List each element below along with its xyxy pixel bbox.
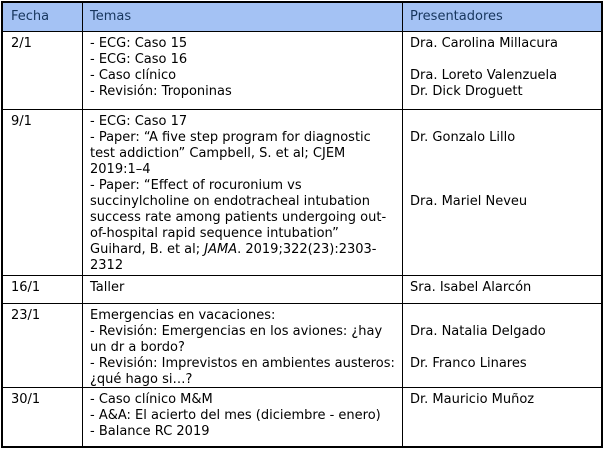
topic-item: Emergencias en vacaciones: <box>90 308 276 323</box>
topic-item: - ECG: Caso 17 <box>90 114 188 129</box>
date-cell: 9/1 <box>11 114 32 129</box>
topic-text: - Paper: “Effect of rocuronium vs succinylcholine on endotracheal intubation success rate among patients undergoing out-of-hospital rapid sequence intubation” Guihard, B. et al; <box>90 178 387 257</box>
topic-item: - A&A: El acierto del mes (diciembre - enero) <box>90 408 381 423</box>
presenter-spacer <box>410 114 595 130</box>
header-row <box>3 3 601 31</box>
header-cell-fecha: Fecha <box>11 9 50 24</box>
presenter-spacer <box>410 340 595 356</box>
date-cell: 23/1 <box>11 308 41 323</box>
presenter-name: Dra. Natalia Delgado <box>410 324 546 339</box>
presenter-name: Dr. Mauricio Muñoz <box>410 392 535 407</box>
topic-item: - Caso clínico M&M <box>90 392 213 407</box>
presenter-name: Dra. Loreto Valenzuela <box>410 68 558 83</box>
table-row <box>3 109 601 275</box>
topic-item: - Revisión: Troponinas <box>90 84 232 99</box>
topic-item: - Caso clínico <box>90 68 177 83</box>
topics-cell <box>82 388 402 446</box>
topic-item: - ECG: Caso 15 <box>90 36 188 51</box>
topic-item: - Revisión: Emergencias en los aviones: ¿hay un dr a bordo? <box>90 324 383 355</box>
topics-cell <box>82 304 402 387</box>
presenter-spacer <box>410 308 595 324</box>
presenter-name: Sra. Isabel Alarcón <box>410 280 532 295</box>
topics-cell <box>82 276 402 303</box>
presenters-cell <box>402 276 601 303</box>
topics-cell <box>82 110 402 275</box>
schedule-table <box>1 1 603 448</box>
presenters-cell <box>402 32 601 109</box>
presenters-cell <box>402 110 601 275</box>
header-cell-presentadores: Presentadores <box>402 3 601 31</box>
topics-cell <box>82 32 402 109</box>
presenter-spacer <box>410 178 595 194</box>
table-row <box>3 31 601 109</box>
topic-item: - ECG: Caso 16 <box>90 52 188 67</box>
topic-item: - Paper: “A five step program for diagnostic test addiction” Campbell, S. et al; CJEM 2019:1–4 <box>90 130 371 177</box>
presenter-name: Dr. Franco Linares <box>410 356 527 371</box>
topic-item: - Balance RC 2019 <box>90 424 210 439</box>
presenter-spacer <box>410 162 595 178</box>
presenter-spacer <box>410 146 595 162</box>
date-cell: 2/1 <box>11 36 32 51</box>
topic-item <box>90 178 396 274</box>
presenter-name: Dr. Gonzalo Lillo <box>410 130 516 145</box>
journal-name-italic: JAMA <box>204 242 238 257</box>
table-row <box>3 275 601 303</box>
presenter-name: Dra. Mariel Neveu <box>410 194 528 209</box>
topic-item: Taller <box>90 280 125 295</box>
header-cell-temas: Temas <box>82 3 402 31</box>
table-row <box>3 387 601 446</box>
date-cell: 16/1 <box>11 280 41 295</box>
presenters-cell <box>402 388 601 446</box>
presenters-cell <box>402 304 601 387</box>
presenter-spacer <box>410 52 595 68</box>
table-row <box>3 303 601 387</box>
presenter-name: Dra. Carolina Millacura <box>410 36 558 51</box>
topic-item: - Revisión: Imprevistos en ambientes austeros: ¿qué hago si…? <box>90 356 395 387</box>
presenter-name: Dr. Dick Droguett <box>410 84 523 99</box>
date-cell: 30/1 <box>11 392 41 407</box>
topic-text: . 2019;322(23):2303-2312 <box>90 242 377 273</box>
